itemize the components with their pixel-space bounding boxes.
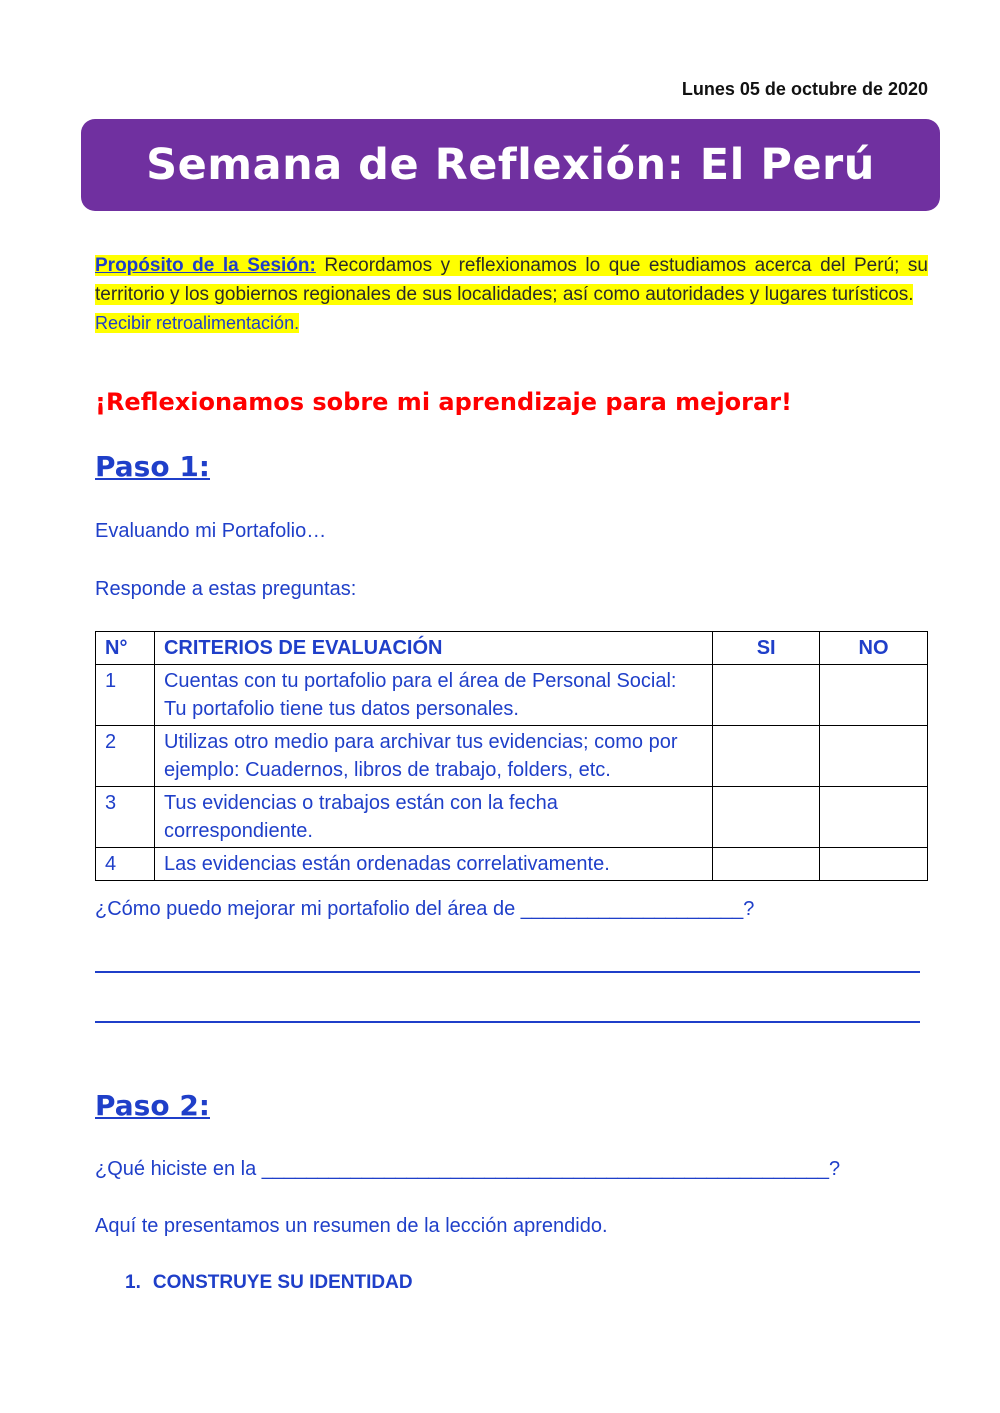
row-number: 2: [96, 726, 155, 787]
date-label: Lunes 05 de octubre de 2020: [681, 79, 928, 99]
step1-prompt: Responde a estas preguntas:: [95, 578, 357, 600]
header-yes: SI: [713, 632, 820, 665]
row-number: 3: [96, 787, 155, 848]
row-criterion: Utilizas otro medio para archivar tus evidencias; como por ejemplo: Cuadernos, libros de trabajo, folders, etc.: [154, 726, 712, 787]
yes-cell[interactable]: [713, 848, 820, 881]
row-number: 1: [96, 665, 155, 726]
reflection-heading: ¡Reflexionamos sobre mi aprendizaje para mejorar!: [95, 388, 792, 416]
step2-heading: Paso 2:: [95, 1089, 210, 1122]
step2-question: ¿Qué hiciste en la ___________________________________________________?: [95, 1158, 841, 1180]
purpose-paragraph: [95, 252, 928, 339]
purpose-feedback-line: Recibir retroalimentación.: [95, 313, 300, 334]
yes-cell[interactable]: [713, 787, 820, 848]
no-cell[interactable]: [820, 726, 928, 787]
row-number: 4: [96, 848, 155, 881]
purpose-label: Propósito de la Sesión:: [95, 255, 316, 276]
list-item-label: CONSTRUYE SU IDENTIDAD: [152, 1272, 413, 1293]
yes-cell[interactable]: [713, 726, 820, 787]
row-criterion: Las evidencias están ordenadas correlativamente.: [154, 848, 712, 881]
step2-summary: Aquí te presentamos un resumen de la lección aprendido.: [95, 1215, 608, 1237]
table-row: [96, 787, 928, 848]
answer-line-1[interactable]: [95, 971, 920, 973]
table-header-row: [96, 632, 928, 665]
no-cell[interactable]: [820, 665, 928, 726]
row-criterion: Tus evidencias o trabajos están con la fecha correspondiente.: [154, 787, 712, 848]
title-banner: [81, 119, 940, 211]
header-number: N°: [96, 632, 155, 665]
table-row: [96, 665, 928, 726]
no-cell[interactable]: [820, 787, 928, 848]
page-title: Semana de Reflexión: El Perú: [146, 140, 875, 190]
list-number: 1.: [125, 1272, 141, 1293]
no-cell[interactable]: [820, 848, 928, 881]
yes-cell[interactable]: [713, 665, 820, 726]
step1-intro: Evaluando mi Portafolio…: [95, 520, 327, 542]
purpose-text: Recordamos y reflexionamos lo que estudiamos acerca del Perú; su territorio y los gobiernos regionales de sus localidades; así como autoridades y lugares turísticos.: [95, 255, 928, 305]
answer-line-2[interactable]: [95, 1021, 920, 1023]
evaluation-table: [95, 631, 928, 881]
header-criteria: CRITERIOS DE EVALUACIÓN: [154, 632, 712, 665]
improve-question: ¿Cómo puedo mejorar mi portafolio del área de ____________________?: [95, 898, 755, 920]
table-row: [96, 726, 928, 787]
table-row: [96, 848, 928, 881]
header-no: NO: [820, 632, 928, 665]
row-criterion: Cuentas con tu portafolio para el área de Personal Social: Tu portafolio tiene tus datos personales.: [154, 665, 712, 726]
step1-heading: Paso 1:: [95, 450, 210, 483]
list-item: [125, 1272, 413, 1294]
